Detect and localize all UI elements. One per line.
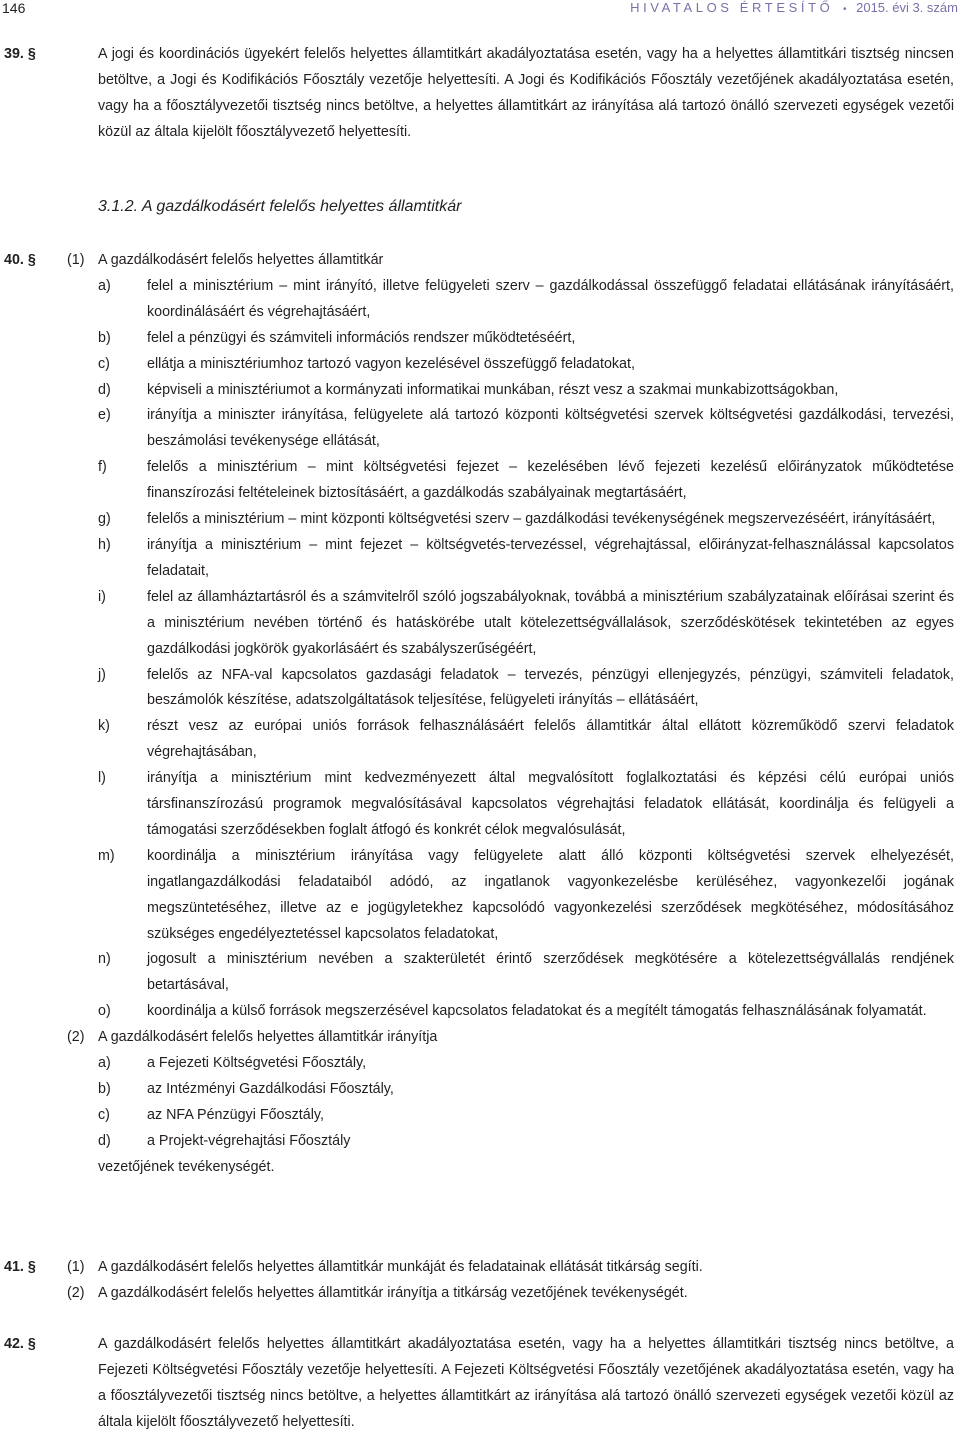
- item-text: képviseli a minisztériumot a kormányzati informatikai munkában, részt vesz a szakmai munkabizottságokban,: [147, 381, 839, 398]
- list-item: [98, 663, 954, 715]
- paragraph-1: [4, 248, 954, 1025]
- item-letter: i): [98, 588, 106, 605]
- item-letter: a): [98, 277, 111, 294]
- list-item: [98, 844, 954, 948]
- item-letter: d): [98, 1132, 111, 1149]
- paragraph-closing: vezetőjének tevékenységét.: [98, 1158, 275, 1175]
- item-letter: c): [98, 355, 110, 372]
- section-39: [4, 42, 954, 146]
- list-item: [98, 533, 954, 585]
- list-item: [98, 326, 954, 352]
- list-item: [98, 1077, 954, 1103]
- section-42: [4, 1332, 954, 1436]
- item-text: felel a minisztérium – mint irányító, illetve felügyeleti szerv – gazdálkodással összefüggő feladatai ellátásának irányításáért, koordinálásáért és végrehajtásáért,: [147, 277, 954, 320]
- paragraph-text: A gazdálkodásért felelős helyettes államtitkár munkáját és feladatainak ellátását titkárság segíti.: [98, 1259, 703, 1275]
- section-number: 41. §: [4, 1259, 36, 1275]
- item-text: az Intézményi Gazdálkodási Főosztály,: [147, 1081, 394, 1097]
- item-letter: b): [98, 329, 111, 346]
- item-text: felel az államháztartásról és a számvitelről szóló jogszabályoknak, továbbá a minisztérium szabályzatainak előírásai szerint és a minisztérium nevében történő és hatáskörébe utalt kötelezettségvállalások, szerződéskötések tekintetében az egyes gazdálkodási jogkörök gyakorlásáért és szabályszerűségéért,: [147, 588, 954, 657]
- list-item: [98, 403, 954, 455]
- item-letter: a): [98, 1055, 111, 1072]
- item-list: [4, 274, 954, 1025]
- list-item: [98, 585, 954, 663]
- list-item: [98, 999, 954, 1025]
- item-letter: f): [98, 459, 107, 476]
- item-letter: c): [98, 1106, 110, 1123]
- paragraph-intro: A gazdálkodásért felelős helyettes államtitkár irányítja: [98, 1029, 438, 1046]
- list-item: [98, 1129, 954, 1155]
- item-text: jogosult a minisztérium nevében a szakterületét érintő szerződések megkötésére a kötelezettségvállalás rendjének betartásával,: [147, 951, 954, 994]
- paragraph-1: [4, 1255, 954, 1281]
- paragraph-label: (1): [67, 1259, 85, 1275]
- item-text: a Projekt-végrehajtási Főosztály: [147, 1132, 351, 1149]
- item-text: felelős a minisztérium – mint költségvetési fejezet – kezelésében lévő fejezeti kezelésű előirányzatok működtetése finanszírozási feltételeinek biztosításáért, a gazdálkodás szabályainak megtartásáért,: [147, 459, 954, 502]
- section-number: 40. §: [4, 252, 36, 268]
- item-text: ellátja a minisztériumhoz tartozó vagyon kezelésével összefüggő feladatokat,: [147, 355, 635, 372]
- list-item: [98, 1051, 954, 1077]
- subsection-heading: 3.1.2. A gazdálkodásért felelős helyettes államtitkár: [98, 198, 462, 215]
- paragraph-2: [4, 1281, 954, 1307]
- list-item: [98, 378, 954, 404]
- item-text: felelős a minisztérium – mint központi költségvetési szerv – gazdálkodási tevékenységének megszervezéséért, irányításáért,: [147, 511, 936, 528]
- section-40: [4, 248, 954, 1181]
- item-text: az NFA Pénzügyi Főosztály,: [147, 1106, 324, 1123]
- paragraph-text: A gazdálkodásért felelős helyettes államtitkár irányítja a titkárság vezetőjének tevékenységét.: [98, 1284, 688, 1301]
- paragraph-intro: A gazdálkodásért felelős helyettes államtitkár: [98, 252, 384, 268]
- list-item: [98, 1103, 954, 1129]
- item-letter: l): [98, 770, 106, 787]
- item-text: koordinálja a minisztérium irányítása vagy felügyelete alatt álló központi költségvetési szervek elhelyezését, ingatlangazdálkodási feladataiból adódó, az ingatlanok vagyonkezelésbe kerüléséhez, vagyonkezelői jogának megszüntetéséhez, illetve az e jogügyletekhez kapcsolódó vagyonkezelési szerződések megkötéséhez, módosításához szükséges engedélyeztetéssel kapcsolatos feladatokat,: [147, 847, 954, 942]
- list-item: [98, 507, 954, 533]
- paragraph-label: (2): [67, 1284, 85, 1301]
- item-letter: g): [98, 511, 111, 528]
- item-letter: k): [98, 718, 110, 735]
- section-number: 39. §: [4, 46, 36, 62]
- item-list: [4, 1051, 954, 1155]
- section-number: 42. §: [4, 1336, 36, 1352]
- journal-info: [630, 0, 958, 15]
- item-letter: e): [98, 407, 111, 424]
- item-letter: o): [98, 1003, 111, 1020]
- item-text: a Fejezeti Költségvetési Főosztály,: [147, 1055, 367, 1072]
- list-item: [98, 274, 954, 326]
- item-text: irányítja a minisztérium – mint fejezet – költségvetés-tervezéssel, végrehajtással, előirányzat-felhasználással kapcsolatos feladatait,: [147, 536, 954, 579]
- paragraph-2: [4, 1025, 954, 1180]
- list-item: [98, 766, 954, 844]
- paragraph-label: (2): [67, 1029, 85, 1046]
- item-text: koordinálja a külső források megszerzésével kapcsolatos feladatokat és a megítélt támogatás felhasználásának folyamatát.: [147, 1003, 927, 1020]
- item-text: részt vesz az európai uniós források felhasználásáért felelős államtitkár által ellátott közreműködő szervi feladatok végrehajtásában,: [147, 718, 954, 761]
- list-item: [98, 352, 954, 378]
- item-letter: b): [98, 1081, 111, 1097]
- item-letter: n): [98, 951, 111, 968]
- section-text: A gazdálkodásért felelős helyettes államtitkárt akadályoztatása esetén, vagy ha a helyettes államtitkári tisztség nincs betöltve, a Fejezeti Költségvetési Főosztály vezetője helyettesíti. A Fejezeti Költségvetési Főosztály vezetőjének akadályoztatása esetén, vagy ha a főosztályvezetői tisztség nincs betöltve, a helyettes államtitkárt az irányítása alá tartozó önálló szervezeti egységek vezetői közül az általa kijelölt főosztályvezető helyettesíti.: [98, 1336, 954, 1430]
- item-text: felel a pénzügyi és számviteli információs rendszer működtetéséért,: [147, 329, 576, 346]
- list-item: [98, 455, 954, 507]
- page-header: [0, 0, 960, 20]
- separator-dot: •: [842, 4, 847, 15]
- paragraph-label: (1): [67, 252, 85, 268]
- item-text: felelős az NFA-val kapcsolatos gazdasági feladatok – tervezés, pénzügyi ellenjegyzés, pénzügyi, számviteli feladatok, beszámolók készítése, adatszolgáltatások teljesítése, felügyeleti irányítás – ellátásáért,: [147, 666, 954, 709]
- item-text: irányítja a miniszter irányítása, felügyelete alá tartozó központi költségvetési szervek költségvetési gazdálkodási, tervezési, beszámolási tevékenysége ellátását,: [147, 407, 954, 450]
- section-41: [4, 1255, 954, 1307]
- item-letter: h): [98, 536, 111, 553]
- page-number: 146: [2, 0, 26, 16]
- item-letter: m): [98, 847, 115, 864]
- section-text: A jogi és koordinációs ügyekért felelős helyettes államtitkárt akadályoztatása esetén, vagy ha a helyettes államtitkári tisztség nincsen betöltve, a Jogi és Kodifikációs Főosztály vezetője helyettesíti. A Jogi és Kodifikációs Főosztály vezetőjének akadályoztatása esetén, vagy ha a főosztályvezetői tisztség nincs betöltve, a helyettes államtitkárt az irányítása alá tartozó önálló szervezeti egységek vezetői közül az általa kijelölt főosztályvezető helyettesíti.: [98, 46, 954, 140]
- item-text: irányítja a minisztérium mint kedvezményezett által megvalósított foglalkoztatási és képzési célú európai uniós társfinanszírozású programok megvalósításával kapcsolatos végrehajtási feladatok ellátását, koordinálja és felügyeli a támogatási szerződésekben foglalt átfogó és konkrét célok megvalósulását,: [147, 770, 954, 838]
- item-letter: d): [98, 381, 111, 398]
- journal-title: HIVATALOS ÉRTESÍTŐ: [630, 0, 834, 15]
- item-letter: j): [98, 666, 106, 683]
- list-item: [98, 947, 954, 999]
- issue-number: 2015. évi 3. szám: [856, 0, 958, 15]
- list-item: [98, 714, 954, 766]
